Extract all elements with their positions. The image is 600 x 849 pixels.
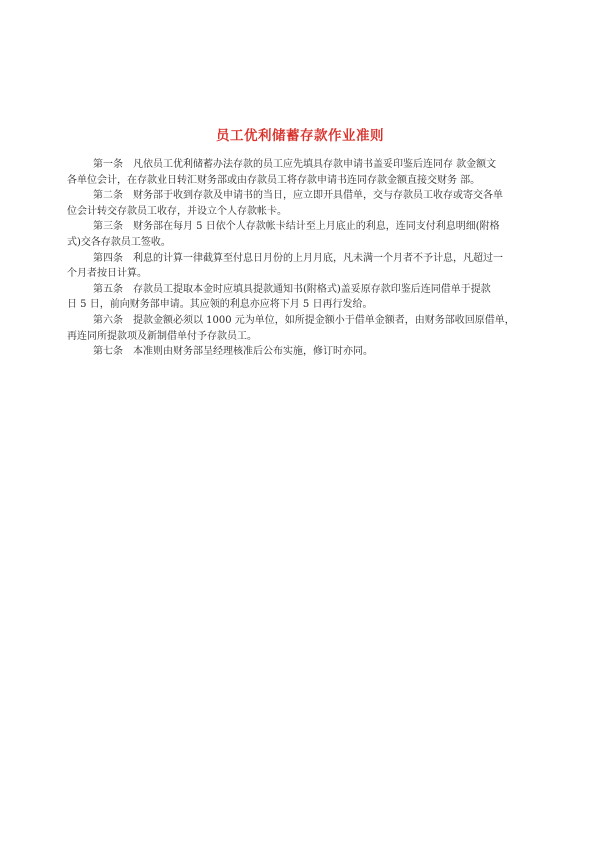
article-7 xyxy=(93,344,515,360)
article-line: 第六条 提款金额必须以 1000 元为单位，如所提金额小于借单金额者，由财务部收回原借单， xyxy=(93,314,515,326)
article-line: 各单位会计，在存款业日转汇财务部或由存款员工将存款申请书连同存款金额直接交财务 部。 xyxy=(67,174,481,186)
article-line: 第五条 存款员工提取本金时应填具提款通知书(附格式)盖妥原存款印鉴后连同借单于提款 xyxy=(93,283,491,295)
document-body xyxy=(67,157,515,360)
article-5 xyxy=(67,282,515,313)
article-3 xyxy=(67,219,515,250)
article-line: 个月者按日计算。 xyxy=(67,268,147,280)
article-line: 再连同所提款项及新制借单付予存款员工。 xyxy=(67,330,257,342)
article-2 xyxy=(67,188,515,219)
article-1 xyxy=(67,157,515,188)
article-line: 第一条 凡依员工优利储蓄办法存款的员工应先填具存款申请书盖妥印鉴后连同存 款金额文 xyxy=(93,159,497,170)
document-title: 员工优利储蓄存款作业准则 xyxy=(216,128,384,144)
article-line: 式)交各存款员工签收。 xyxy=(67,236,171,248)
article-line: 第七条 本准则由财务部呈经理核准后公布实施，修订时亦同。 xyxy=(93,346,373,358)
article-line: 位会计转交存款员工收存，并设立个人存款帐卡。 xyxy=(67,205,287,217)
article-line: 第三条 财务部在每月 5 日依个人存款帐卡结计至上月底止的利息，连同支付利息明细(附格 xyxy=(93,221,500,233)
article-6 xyxy=(67,313,515,344)
article-line: 日 5 日，前向财务部申请。其应领的利息亦应将下月 5 日再行发给。 xyxy=(67,299,373,311)
article-line: 第四条 利息的计算一律截算至付息日月份的上月月底，凡未满一个月者不予计息，凡超过一 xyxy=(93,252,503,264)
article-line: 第二条 财务部于收到存款及申请书的当日，应立即开具借单，交与存款员工收存或寄交各单 xyxy=(93,190,503,202)
article-4 xyxy=(67,251,515,282)
